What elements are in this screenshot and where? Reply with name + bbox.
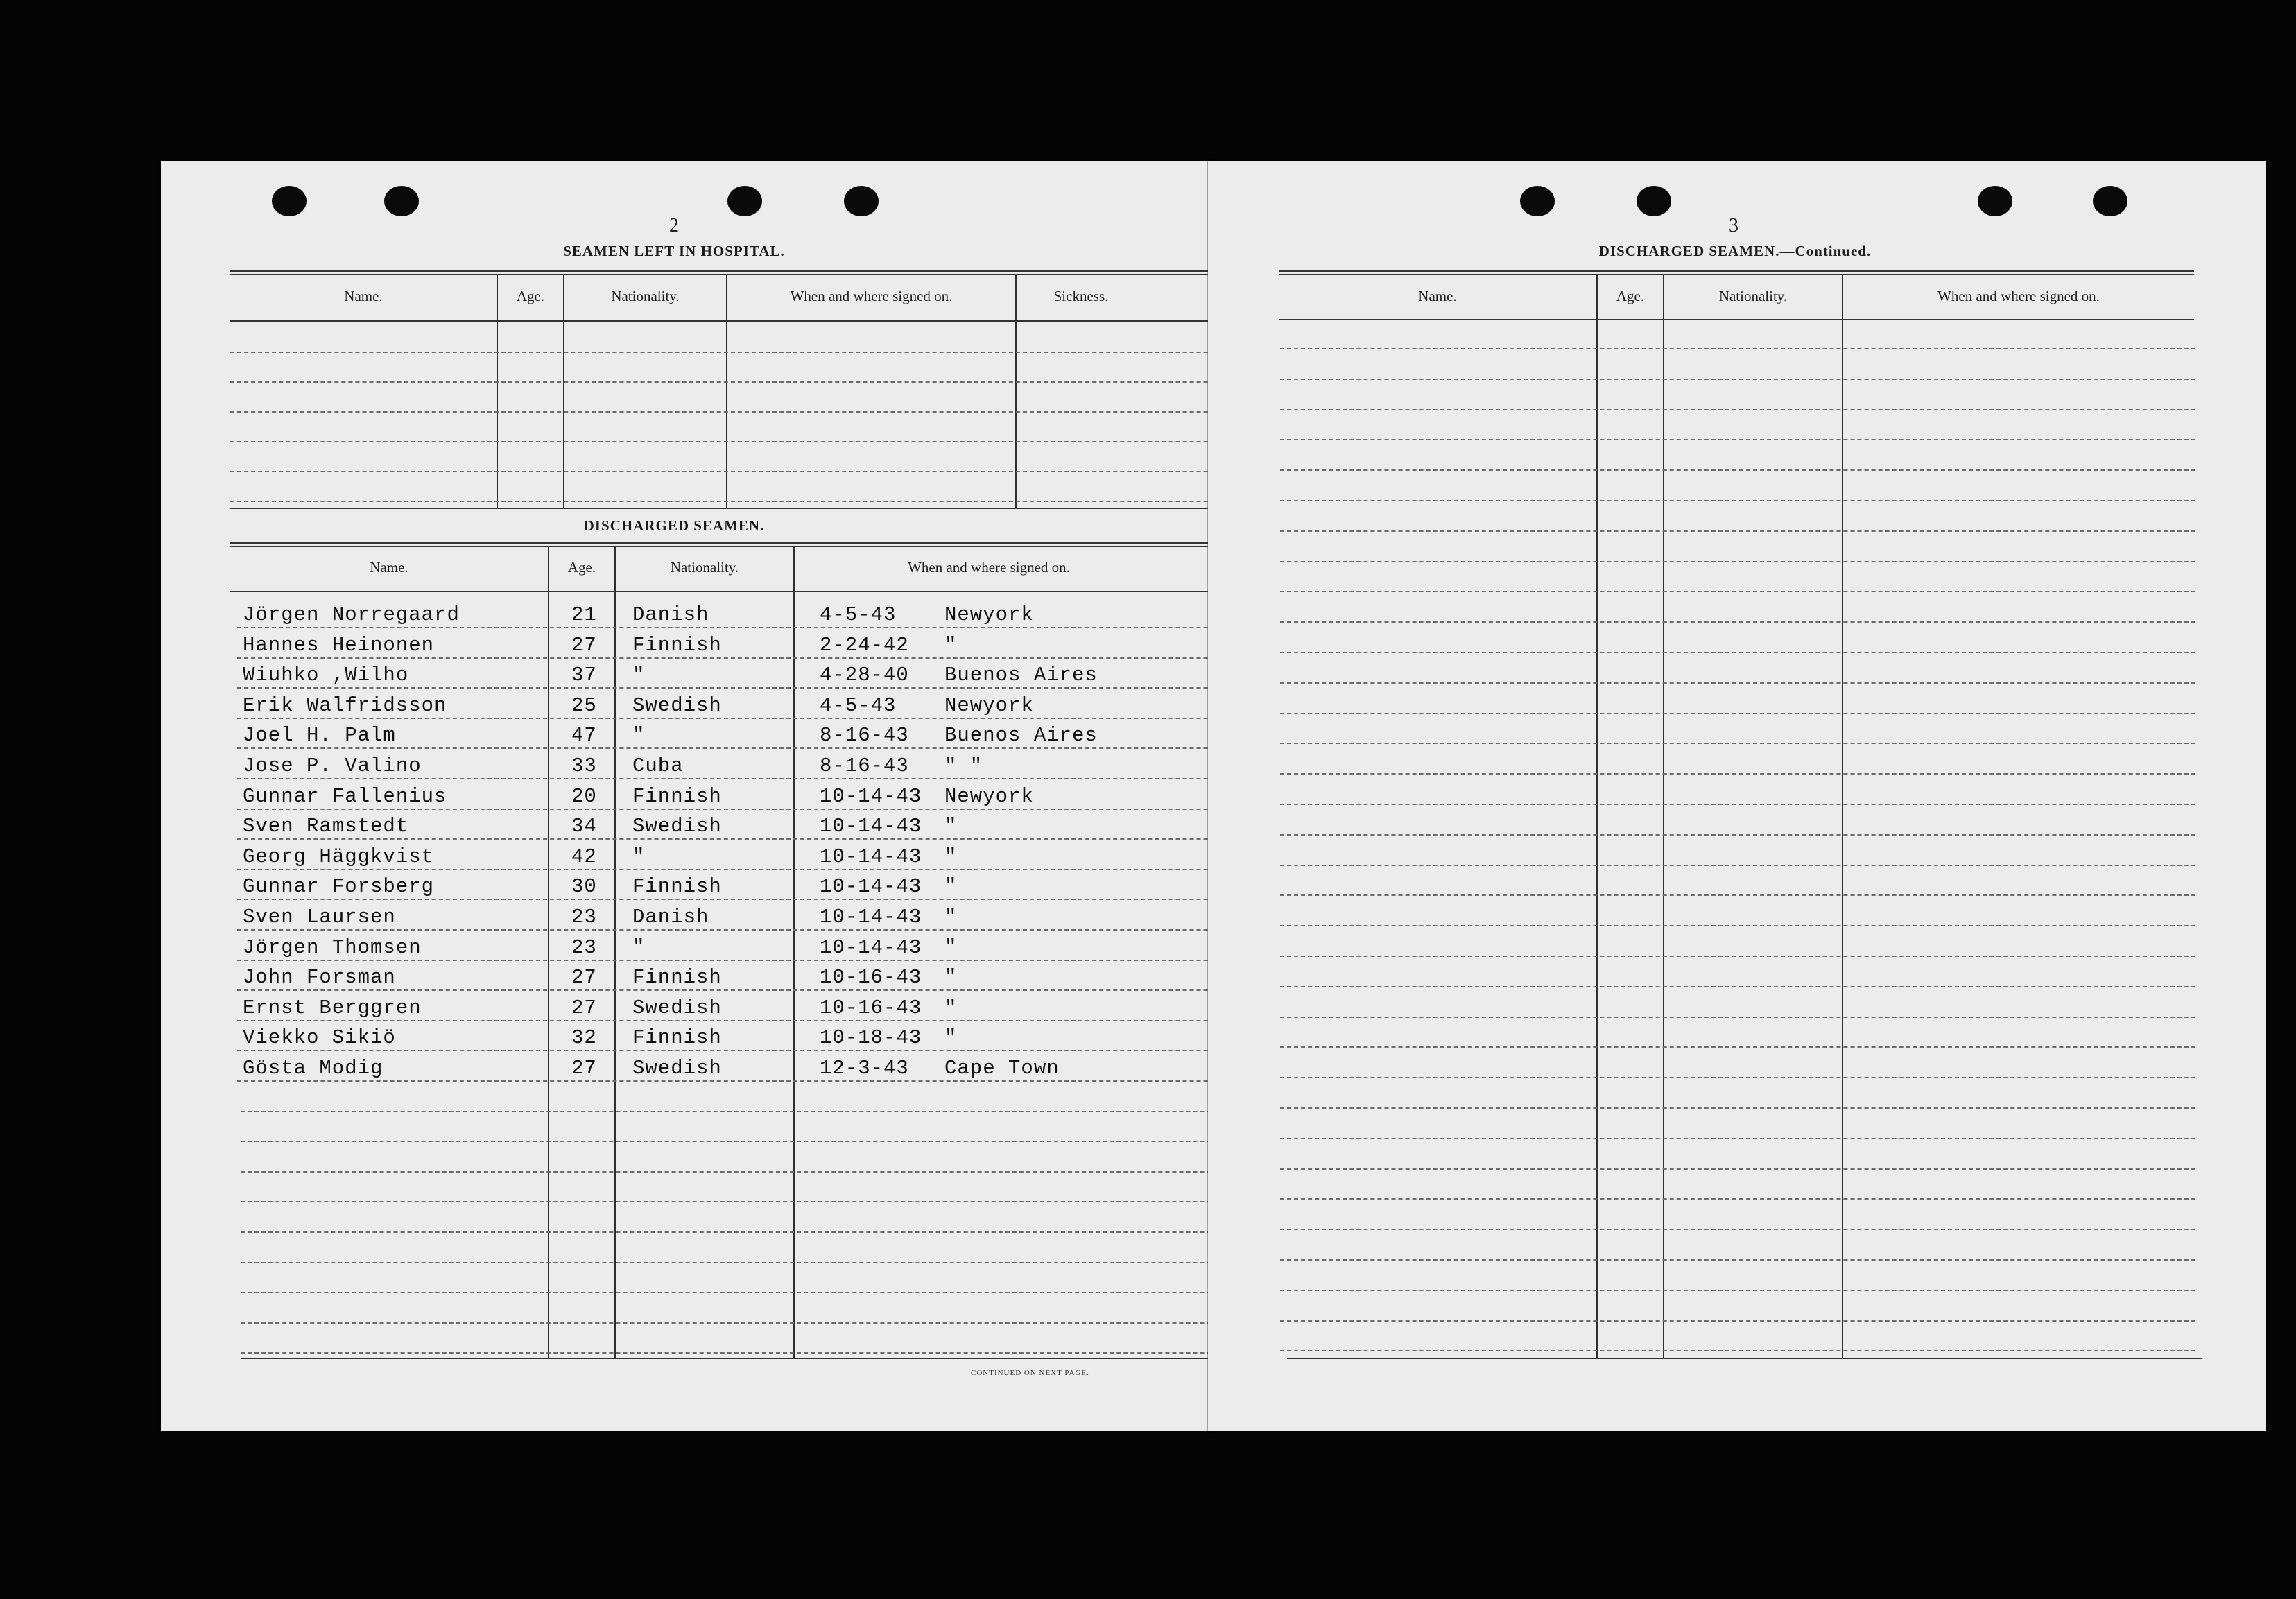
cell-place: Buenos Aires [944,664,1098,687]
cell-place: Newyork [944,693,1034,717]
discharged-continued-title: DISCHARGED SEAMEN.—Continued. [1598,243,1872,259]
discharged-section-title: DISCHARGED SEAMEN. [583,517,765,534]
cell-place: " [944,815,958,838]
cell-name: John Forsman [243,966,396,989]
cell-age: 23 [571,935,597,959]
cell-nationality: " [632,935,646,959]
cell-nationality: Finnish [632,784,722,808]
cell-date: 10-14-43 [820,815,922,838]
punch-hole [1520,186,1555,216]
cell-place: Newyork [944,603,1034,626]
column-header-name: Name. [1418,288,1457,304]
punch-hole [727,186,762,216]
column-header-name: Name. [344,288,383,304]
cell-name: Wiuhko ,Wilho [243,664,409,687]
cell-age: 30 [571,875,597,899]
cell-age: 21 [571,603,597,626]
continued-footer: CONTINUED ON NEXT PAGE. [971,1369,1089,1377]
cell-nationality: Finnish [632,966,722,989]
column-header-signed-on: When and where signed on. [790,288,953,304]
cell-name: Joel H. Palm [243,724,396,747]
column-header-name: Name. [370,559,408,576]
cell-name: Sven Laursen [243,906,396,928]
cell-place: Newyork [944,784,1034,808]
cell-age: 27 [571,966,597,989]
cell-name: Georg Häggkvist [243,845,435,868]
cell-place: " [944,845,958,868]
cell-date: 10-14-43 [820,906,922,928]
cell-name: Sven Ramstedt [243,815,409,838]
cell-age: 20 [571,784,597,808]
cell-place: " [944,966,958,989]
cell-place: " [944,1026,958,1050]
punch-hole [384,186,419,216]
cell-name: Gunnar Fallenius [243,784,447,808]
cell-date: 8-16-43 [820,754,909,777]
cell-name: Erik Walfridsson [243,693,447,717]
punch-hole [2093,186,2127,216]
cell-date: 10-14-43 [820,935,922,959]
cell-nationality: Finnish [632,875,722,899]
hospital-section-title: SEAMEN LEFT IN HOSPITAL. [563,243,785,259]
cell-date: 8-16-43 [820,724,909,747]
cell-age: 23 [571,906,597,928]
cell-name: Jörgen Thomsen [243,935,422,959]
column-header-signed-on: When and where signed on. [1937,288,2100,304]
punch-hole [844,186,879,216]
cell-nationality: Swedish [632,815,722,838]
column-header-nationality: Nationality. [611,288,680,304]
cell-age: 27 [571,633,597,657]
punch-hole [272,186,307,216]
cell-nationality: Finnish [632,1026,722,1050]
cell-age: 25 [571,693,597,717]
cell-place: " [944,633,958,657]
cell-date: 12-3-43 [820,1057,909,1080]
cell-nationality: " [632,664,646,687]
cell-place: " [944,906,958,928]
column-header-age: Age. [1616,288,1645,304]
cell-age: 42 [571,845,597,868]
cell-age: 33 [571,754,597,777]
cell-place: " [944,875,958,899]
cell-nationality: " [632,724,646,747]
cell-nationality: Swedish [632,996,722,1019]
column-header-signed-on: When and where signed on. [908,559,1070,576]
left-page [161,161,1215,1431]
cell-nationality: Finnish [632,633,722,657]
column-header-nationality: Nationality. [1718,288,1788,304]
column-header-age: Age. [567,559,596,576]
cell-name: Hannes Heinonen [243,633,435,657]
cell-name: Jörgen Norregaard [243,603,460,626]
cell-name: Gunnar Forsberg [243,875,435,899]
cell-date: 10-18-43 [820,1026,922,1050]
page-number: 2 [669,215,679,236]
cell-date: 10-16-43 [820,966,922,989]
column-header-nationality: Nationality. [670,559,739,576]
cell-date: 10-14-43 [820,845,922,868]
cell-nationality: Danish [632,906,709,928]
cell-nationality: Swedish [632,693,722,717]
column-header-sickness: Sickness. [1053,288,1109,304]
cell-date: 4-5-43 [820,693,897,717]
cell-age: 27 [571,1057,597,1080]
cell-date: 2-24-42 [820,633,909,657]
cell-nationality: " [632,845,646,868]
cell-name: Gösta Modig [243,1057,383,1080]
cell-age: 34 [571,815,597,838]
punch-hole [1978,186,2012,216]
cell-place: Buenos Aires [944,724,1098,747]
cell-age: 27 [571,996,597,1019]
cell-place: " " [944,754,983,777]
cell-date: 4-5-43 [820,603,897,626]
cell-date: 10-16-43 [820,996,922,1019]
cell-name: Jose P. Valino [243,754,422,777]
page-number: 3 [1729,215,1738,236]
cell-nationality: Cuba [632,754,684,777]
cell-place: " [944,935,958,959]
cell-nationality: Danish [632,603,709,626]
punch-hole [1637,186,1671,216]
cell-name: Viekko Sikiö [243,1026,396,1050]
cell-date: 4-28-40 [820,664,909,687]
cell-date: 10-14-43 [820,784,922,808]
cell-date: 10-14-43 [820,875,922,899]
cell-age: 32 [571,1026,597,1050]
right-page [1208,161,2266,1431]
column-header-age: Age. [516,288,545,304]
cell-age: 37 [571,664,597,687]
cell-name: Ernst Berggren [243,996,422,1019]
cell-age: 47 [571,724,597,747]
cell-place: Cape Town [944,1057,1060,1080]
cell-nationality: Swedish [632,1057,722,1080]
cell-place: " [944,996,958,1019]
